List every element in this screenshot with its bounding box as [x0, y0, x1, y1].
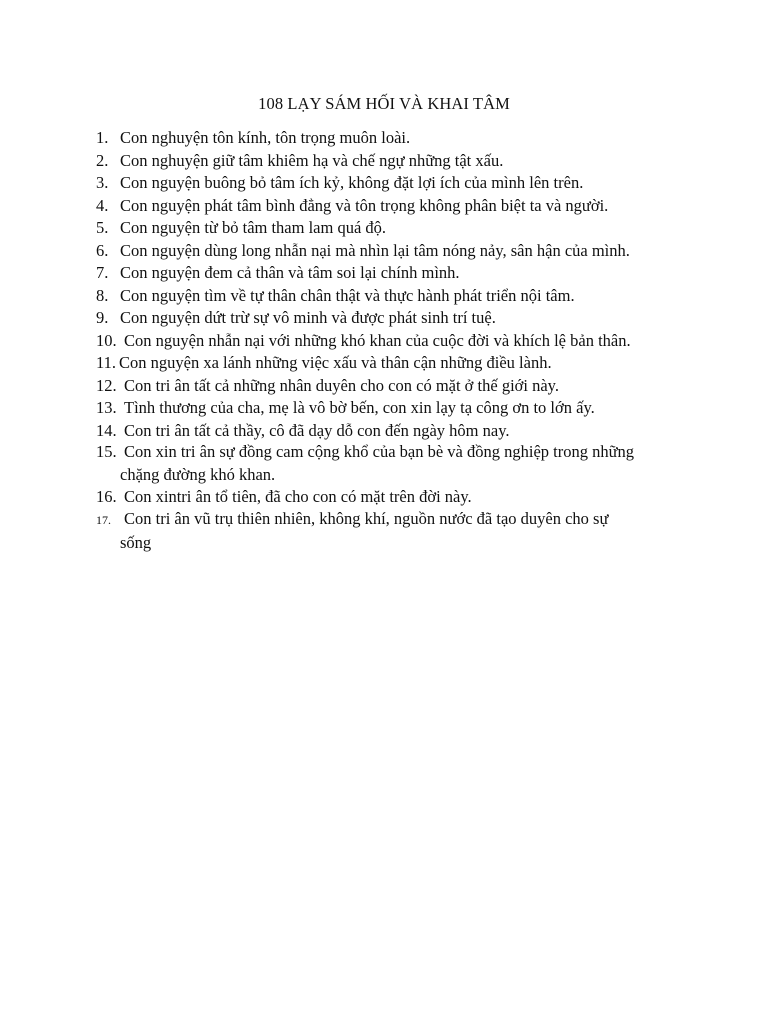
list-item-text: Con nguyện dùng long nhẫn nại mà nhìn lại tâm nóng nảy, sân hận của mình. — [120, 241, 630, 260]
list-item-number: 5. — [96, 218, 109, 237]
list-item — [96, 330, 696, 353]
list-item-text: Con tri ân tất cả thầy, cô đã dạy dỗ con đến ngày hôm nay. — [124, 421, 510, 440]
list-item-number: 6. — [96, 241, 109, 260]
list-item-text: Con nguyện tìm về tự thân chân thật và thực hành phát triển nội tâm. — [120, 286, 575, 305]
list-item-text: Con nguyện xa lánh những việc xấu và thân cận những điều lành. — [119, 353, 552, 372]
list-item-text: Tình thương của cha, mẹ là vô bờ bến, con xin lạy tạ công ơn to lớn ấy. — [124, 398, 595, 417]
list-item-text: Con nguyện nhẫn nại với những khó khan của cuộc đời và khích lệ bản thân. — [124, 331, 631, 350]
list-item-continuation: chặng đường khó khan. — [120, 464, 276, 484]
list-item — [96, 262, 696, 285]
list-item-text: Con xin tri ân sự đồng cam cộng khổ của bạn bè và đồng nghiệp trong những — [124, 442, 635, 461]
document-title: 108 LẠY SÁM HỐI VÀ KHAI TÂM — [258, 94, 510, 113]
list-item-number: 7. — [96, 263, 109, 282]
list-item-number: 10. — [96, 331, 117, 350]
list-item-number: 17. — [96, 513, 111, 527]
list-item — [96, 375, 696, 398]
list-item-number: 11. — [96, 353, 117, 372]
list-item — [96, 285, 696, 308]
list-item-number: 4. — [96, 196, 109, 215]
list-item — [96, 240, 696, 263]
list-item-number: 9. — [96, 308, 109, 327]
list-item-text: Con nguyện dứt trừ sự vô minh và được phát sinh trí tuệ. — [120, 308, 496, 327]
list-item — [96, 397, 696, 420]
list-item — [96, 486, 696, 509]
list-item — [96, 307, 696, 330]
list-item — [96, 217, 696, 240]
list-item-text: Con xintri ân tổ tiên, đã cho con có mặt trên đời này. — [124, 487, 472, 506]
list-item-text: Con nguyện buông bỏ tâm ích kỷ, không đặt lợi ích của mình lên trên. — [120, 173, 584, 192]
list-item-text: Con nguyện từ bỏ tâm tham lam quá độ. — [120, 218, 387, 237]
list-item-text: Con tri ân vũ trụ thiên nhiên, không khí, nguồn nước đã tạo duyên cho sự — [124, 509, 609, 528]
list-item-text: Con nghuyện tôn kính, tôn trọng muôn loài. — [120, 128, 411, 147]
list-item-number: 8. — [96, 286, 109, 305]
list-item-number: 15. — [96, 442, 117, 461]
list-item-number: 1. — [96, 128, 109, 147]
list-item-number: 16. — [96, 487, 117, 506]
list-item — [96, 150, 696, 173]
list-item-number: 2. — [96, 151, 109, 170]
list-item — [96, 127, 696, 150]
list-item — [96, 420, 696, 443]
list-item-number: 14. — [96, 421, 117, 440]
list-item-text: Con tri ân tất cả những nhân duyên cho con có mặt ở thế giới này. — [124, 376, 559, 395]
list-item-number: 12. — [96, 376, 117, 395]
list-item — [96, 352, 696, 375]
list-item — [96, 172, 696, 195]
list-item-number: 13. — [96, 398, 117, 417]
list-item-continuation: sống — [120, 532, 152, 552]
list-item-text: Con nguyện đem cả thân và tâm soi lại chính mình. — [120, 263, 460, 282]
list-item-text: Con nguyện phát tâm bình đẳng và tôn trọng không phân biệt ta và người. — [120, 196, 609, 215]
list-item-number: 3. — [96, 173, 109, 192]
list-item — [96, 508, 696, 554]
list-item — [96, 195, 696, 218]
list-item-text: Con nghuyện giữ tâm khiêm hạ và chế ngự những tật xấu. — [120, 151, 504, 170]
list-item — [96, 441, 696, 486]
